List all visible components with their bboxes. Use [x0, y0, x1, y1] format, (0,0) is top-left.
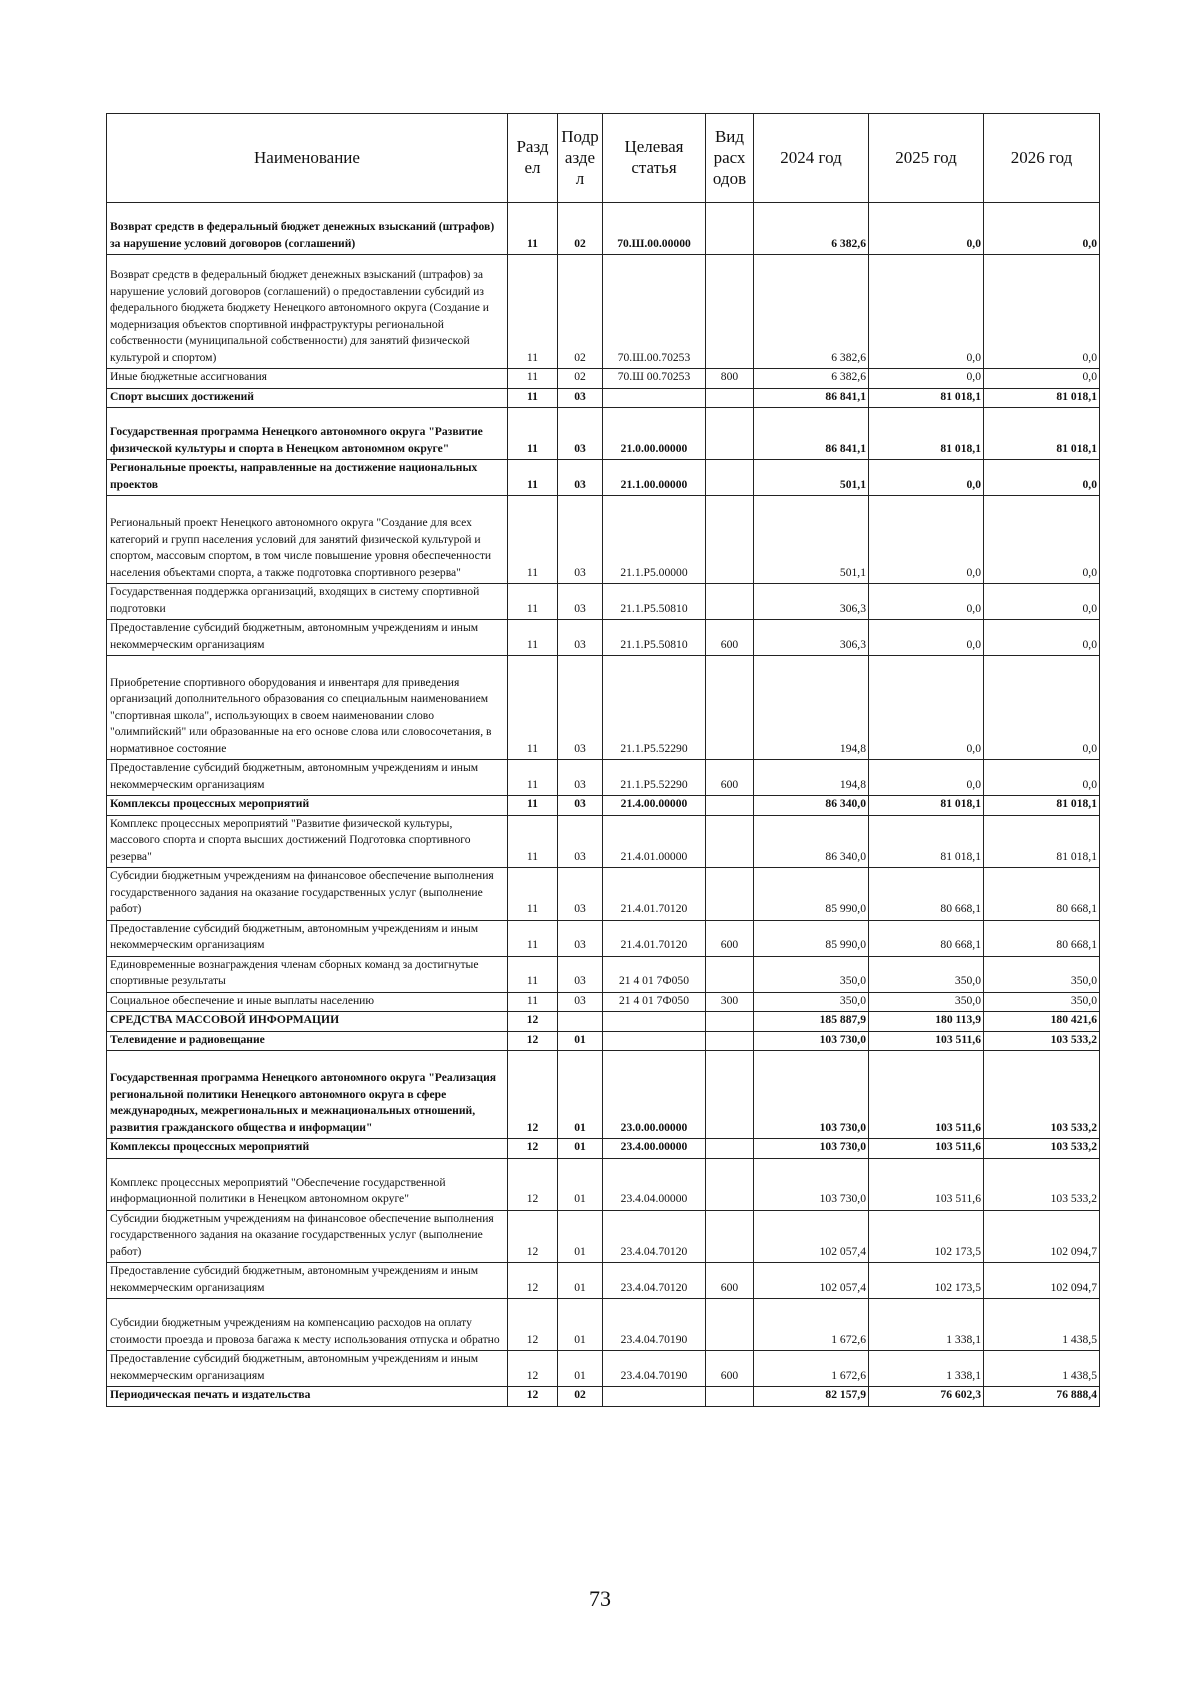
row-celevaya-statya [603, 1387, 706, 1407]
row-celevaya-statya: 21.4.00.00000 [603, 796, 706, 816]
row-razdel: 12 [508, 1299, 558, 1351]
row-razdel: 12 [508, 1351, 558, 1387]
row-value-2024: 6 382,6 [754, 369, 869, 389]
table-row [107, 1387, 1100, 1407]
row-value-2025: 103 511,6 [869, 1139, 984, 1159]
row-vid-rashodov [706, 796, 754, 816]
row-podrazdel: 03 [558, 496, 603, 584]
table-row [107, 460, 1100, 496]
table-header-row [107, 114, 1100, 203]
row-razdel: 12 [508, 1387, 558, 1407]
table-row [107, 1210, 1100, 1263]
row-celevaya-statya: 70.Ш 00.70253 [603, 369, 706, 389]
row-razdel: 12 [508, 1263, 558, 1299]
table-row [107, 920, 1100, 956]
row-name: Предоставление субсидий бюджетным, автономным учреждениям и иным некоммерческим организациям [107, 1263, 508, 1299]
row-name: Региональный проект Ненецкого автономного округа "Создание для всех категорий и групп населения условий для занятий физической культурой и спортом, массовым спортом, в том числе повышение уровня обеспеченности населения объектами спорта, а также подготовка спортивного резерва" [107, 496, 508, 584]
row-podrazdel [558, 1012, 603, 1032]
row-value-2026: 0,0 [984, 496, 1100, 584]
row-name: Государственная программа Ненецкого автономного округа "Реализация региональной политики Ненецкого автономного округа в сфере международных, межрегиональных и межнациональных отношений, развития гражданского общества и информации" [107, 1051, 508, 1139]
row-celevaya-statya: 21.1.P5.50810 [603, 584, 706, 620]
row-razdel: 11 [508, 815, 558, 868]
table-body [107, 203, 1100, 1407]
row-razdel: 11 [508, 255, 558, 369]
row-value-2025: 102 173,5 [869, 1263, 984, 1299]
row-celevaya-statya: 23.0.00.00000 [603, 1051, 706, 1139]
row-value-2024: 306,3 [754, 620, 869, 656]
row-razdel: 11 [508, 460, 558, 496]
header-vid-rashodov: Вид расх одов [706, 114, 754, 203]
row-name: Комплекс процессных мероприятий "Обеспечение государственной информационной политики в Ненецком автономном округе" [107, 1158, 508, 1210]
row-razdel: 11 [508, 956, 558, 992]
row-value-2026: 180 421,6 [984, 1012, 1100, 1032]
row-podrazdel: 03 [558, 796, 603, 816]
row-value-2025: 81 018,1 [869, 796, 984, 816]
table-row [107, 956, 1100, 992]
row-razdel: 11 [508, 796, 558, 816]
table-row [107, 1031, 1100, 1051]
row-name: Предоставление субсидий бюджетным, автономным учреждениям и иным некоммерческим организациям [107, 920, 508, 956]
row-name: Государственная поддержка организаций, входящих в систему спортивной подготовки [107, 584, 508, 620]
table-row [107, 1051, 1100, 1139]
table-row [107, 796, 1100, 816]
table-row [107, 388, 1100, 408]
row-podrazdel: 01 [558, 1158, 603, 1210]
row-podrazdel: 03 [558, 584, 603, 620]
row-value-2025: 81 018,1 [869, 408, 984, 460]
row-celevaya-statya [603, 1031, 706, 1051]
row-vid-rashodov: 300 [706, 992, 754, 1012]
row-podrazdel: 02 [558, 1387, 603, 1407]
row-razdel: 11 [508, 620, 558, 656]
row-value-2025: 0,0 [869, 203, 984, 255]
row-podrazdel: 01 [558, 1051, 603, 1139]
row-name: Периодическая печать и издательства [107, 1387, 508, 1407]
row-vid-rashodov [706, 584, 754, 620]
row-value-2025: 0,0 [869, 369, 984, 389]
row-name: Телевидение и радиовещание [107, 1031, 508, 1051]
row-vid-rashodov: 600 [706, 1351, 754, 1387]
row-value-2025: 0,0 [869, 460, 984, 496]
row-celevaya-statya: 21 4 01 7Ф050 [603, 956, 706, 992]
row-value-2025: 103 511,6 [869, 1031, 984, 1051]
page-number: 73 [589, 1586, 611, 1611]
row-vid-rashodov [706, 815, 754, 868]
row-podrazdel: 01 [558, 1351, 603, 1387]
table-row [107, 496, 1100, 584]
row-name: Иные бюджетные ассигнования [107, 369, 508, 389]
header-2026: 2026 год [984, 114, 1100, 203]
row-value-2025: 81 018,1 [869, 388, 984, 408]
row-value-2026: 350,0 [984, 956, 1100, 992]
row-podrazdel: 01 [558, 1139, 603, 1159]
row-podrazdel: 02 [558, 369, 603, 389]
row-podrazdel: 03 [558, 992, 603, 1012]
row-value-2026: 0,0 [984, 584, 1100, 620]
table-row [107, 408, 1100, 460]
table-row [107, 255, 1100, 369]
row-vid-rashodov: 600 [706, 620, 754, 656]
row-value-2025: 76 602,3 [869, 1387, 984, 1407]
row-vid-rashodov [706, 868, 754, 921]
row-vid-rashodov [706, 1299, 754, 1351]
row-podrazdel: 01 [558, 1210, 603, 1263]
row-value-2025: 180 113,9 [869, 1012, 984, 1032]
row-vid-rashodov [706, 1051, 754, 1139]
row-value-2025: 350,0 [869, 992, 984, 1012]
row-value-2026: 81 018,1 [984, 388, 1100, 408]
row-celevaya-statya: 21.4.01.70120 [603, 920, 706, 956]
row-podrazdel: 03 [558, 656, 603, 760]
row-podrazdel: 03 [558, 815, 603, 868]
row-value-2026: 0,0 [984, 760, 1100, 796]
row-celevaya-statya: 23.4.04.70190 [603, 1351, 706, 1387]
row-podrazdel: 03 [558, 408, 603, 460]
row-value-2025: 80 668,1 [869, 920, 984, 956]
row-value-2024: 1 672,6 [754, 1299, 869, 1351]
row-razdel: 12 [508, 1031, 558, 1051]
row-razdel: 11 [508, 203, 558, 255]
row-value-2026: 0,0 [984, 620, 1100, 656]
row-celevaya-statya: 23.4.04.70190 [603, 1299, 706, 1351]
table-row [107, 203, 1100, 255]
row-vid-rashodov: 600 [706, 760, 754, 796]
row-value-2026: 81 018,1 [984, 796, 1100, 816]
row-value-2024: 86 340,0 [754, 796, 869, 816]
row-celevaya-statya: 21.1.P5.50810 [603, 620, 706, 656]
table-row [107, 584, 1100, 620]
row-name: Предоставление субсидий бюджетным, автономным учреждениям и иным некоммерческим организациям [107, 620, 508, 656]
row-celevaya-statya: 70.Ш.00.70253 [603, 255, 706, 369]
row-razdel: 11 [508, 388, 558, 408]
row-name: Предоставление субсидий бюджетным, автономным учреждениям и иным некоммерческим организациям [107, 760, 508, 796]
row-name: Государственная программа Ненецкого автономного округа "Развитие физической культуры и спорта в Ненецком автономном округе" [107, 408, 508, 460]
row-podrazdel: 03 [558, 388, 603, 408]
row-value-2024: 103 730,0 [754, 1158, 869, 1210]
row-value-2026: 102 094,7 [984, 1210, 1100, 1263]
row-celevaya-statya: 23.4.04.70120 [603, 1263, 706, 1299]
row-celevaya-statya: 21.1.00.00000 [603, 460, 706, 496]
row-podrazdel: 03 [558, 868, 603, 921]
row-podrazdel: 02 [558, 255, 603, 369]
row-value-2025: 350,0 [869, 956, 984, 992]
table-row [107, 1351, 1100, 1387]
row-vid-rashodov: 600 [706, 920, 754, 956]
header-celevaya-statya: Целевая статья [603, 114, 706, 203]
row-value-2024: 86 841,1 [754, 388, 869, 408]
row-name: Комплексы процессных мероприятий [107, 796, 508, 816]
row-celevaya-statya: 21 4 01 7Ф050 [603, 992, 706, 1012]
row-celevaya-statya: 23.4.04.00000 [603, 1158, 706, 1210]
row-razdel: 12 [508, 1210, 558, 1263]
row-vid-rashodov [706, 408, 754, 460]
table-row [107, 1299, 1100, 1351]
row-podrazdel: 03 [558, 956, 603, 992]
row-razdel: 12 [508, 1158, 558, 1210]
row-celevaya-statya: 23.4.00.00000 [603, 1139, 706, 1159]
row-value-2025: 102 173,5 [869, 1210, 984, 1263]
row-vid-rashodov [706, 388, 754, 408]
row-value-2024: 85 990,0 [754, 920, 869, 956]
row-value-2025: 103 511,6 [869, 1051, 984, 1139]
row-value-2024: 82 157,9 [754, 1387, 869, 1407]
row-value-2026: 103 533,2 [984, 1139, 1100, 1159]
row-value-2025: 0,0 [869, 496, 984, 584]
table-row [107, 656, 1100, 760]
row-razdel: 11 [508, 992, 558, 1012]
row-name: Предоставление субсидий бюджетным, автономным учреждениям и иным некоммерческим организациям [107, 1351, 508, 1387]
row-value-2026: 81 018,1 [984, 408, 1100, 460]
row-name: Комплекс процессных мероприятий "Развитие физической культуры, массового спорта и спорта высших достижений Подготовка спортивного резерва" [107, 815, 508, 868]
row-value-2024: 86 340,0 [754, 815, 869, 868]
row-name: Субсидии бюджетным учреждениям на финансовое обеспечение выполнения государственного задания на оказание государственных услуг (выполнение работ) [107, 1210, 508, 1263]
row-razdel: 11 [508, 920, 558, 956]
row-value-2026: 0,0 [984, 369, 1100, 389]
row-value-2024: 350,0 [754, 956, 869, 992]
row-podrazdel: 01 [558, 1263, 603, 1299]
row-name: Единовременные вознаграждения членам сборных команд за достигнутые спортивные результаты [107, 956, 508, 992]
row-name: СРЕДСТВА МАССОВОЙ ИНФОРМАЦИИ [107, 1012, 508, 1032]
row-value-2025: 0,0 [869, 584, 984, 620]
row-value-2026: 103 533,2 [984, 1158, 1100, 1210]
row-value-2026: 0,0 [984, 255, 1100, 369]
header-razdel: Разд ел [508, 114, 558, 203]
row-vid-rashodov [706, 1210, 754, 1263]
row-razdel: 11 [508, 496, 558, 584]
row-vid-rashodov [706, 1031, 754, 1051]
row-podrazdel: 01 [558, 1299, 603, 1351]
header-2025: 2025 год [869, 114, 984, 203]
row-vid-rashodov [706, 496, 754, 584]
row-value-2025: 0,0 [869, 620, 984, 656]
row-celevaya-statya: 21.1.P5.52290 [603, 656, 706, 760]
row-vid-rashodov [706, 1012, 754, 1032]
row-value-2026: 102 094,7 [984, 1263, 1100, 1299]
row-value-2026: 81 018,1 [984, 815, 1100, 868]
row-vid-rashodov [706, 1387, 754, 1407]
row-name: Возврат средств в федеральный бюджет денежных взысканий (штрафов) за нарушение условий договоров (соглашений) [107, 203, 508, 255]
row-celevaya-statya: 21.1.P5.00000 [603, 496, 706, 584]
row-celevaya-statya: 23.4.04.70120 [603, 1210, 706, 1263]
row-value-2025: 0,0 [869, 760, 984, 796]
table-row [107, 1158, 1100, 1210]
row-name: Комплексы процессных мероприятий [107, 1139, 508, 1159]
row-value-2024: 350,0 [754, 992, 869, 1012]
row-value-2024: 6 382,6 [754, 255, 869, 369]
row-razdel: 11 [508, 760, 558, 796]
row-podrazdel: 03 [558, 620, 603, 656]
header-2024: 2024 год [754, 114, 869, 203]
row-celevaya-statya: 21.4.01.00000 [603, 815, 706, 868]
table-row [107, 992, 1100, 1012]
row-razdel: 11 [508, 584, 558, 620]
row-name: Приобретение спортивного оборудования и инвентаря для приведения организаций дополнительного образования со специальным наименованием "спортивная школа", использующих в своем наименовании слово "олимпийский" или образованные на его основе слова или словосочетания, в нормативное состояние [107, 656, 508, 760]
budget-table [106, 113, 1100, 1407]
table-row [107, 1139, 1100, 1159]
row-name: Социальное обеспечение и иные выплаты населению [107, 992, 508, 1012]
row-vid-rashodov [706, 255, 754, 369]
header-name: Наименование [107, 114, 508, 203]
row-value-2025: 0,0 [869, 656, 984, 760]
row-value-2026: 103 533,2 [984, 1051, 1100, 1139]
table-row [107, 868, 1100, 921]
row-vid-rashodov [706, 1158, 754, 1210]
table-row [107, 620, 1100, 656]
row-celevaya-statya: 21.1.P5.52290 [603, 760, 706, 796]
row-razdel: 12 [508, 1139, 558, 1159]
row-value-2026: 0,0 [984, 203, 1100, 255]
row-podrazdel: 01 [558, 1031, 603, 1051]
row-value-2025: 81 018,1 [869, 815, 984, 868]
row-name: Региональные проекты, направленные на достижение национальных проектов [107, 460, 508, 496]
table-row [107, 1263, 1100, 1299]
table-row [107, 1012, 1100, 1032]
row-podrazdel: 03 [558, 760, 603, 796]
row-value-2025: 1 338,1 [869, 1299, 984, 1351]
row-vid-rashodov [706, 460, 754, 496]
row-value-2026: 0,0 [984, 656, 1100, 760]
row-value-2026: 80 668,1 [984, 868, 1100, 921]
row-value-2024: 85 990,0 [754, 868, 869, 921]
row-celevaya-statya: 70.Ш.00.00000 [603, 203, 706, 255]
table-row [107, 815, 1100, 868]
row-razdel: 11 [508, 408, 558, 460]
row-value-2025: 0,0 [869, 255, 984, 369]
row-value-2025: 80 668,1 [869, 868, 984, 921]
row-value-2024: 102 057,4 [754, 1210, 869, 1263]
row-value-2025: 103 511,6 [869, 1158, 984, 1210]
row-razdel: 12 [508, 1012, 558, 1032]
row-vid-rashodov [706, 956, 754, 992]
row-celevaya-statya [603, 1012, 706, 1032]
row-value-2024: 103 730,0 [754, 1031, 869, 1051]
row-razdel: 11 [508, 868, 558, 921]
row-celevaya-statya: 21.0.00.00000 [603, 408, 706, 460]
row-podrazdel: 03 [558, 920, 603, 956]
row-vid-rashodov: 800 [706, 369, 754, 389]
row-value-2024: 86 841,1 [754, 408, 869, 460]
header-podrazdel: Подр азде л [558, 114, 603, 203]
row-value-2024: 1 672,6 [754, 1351, 869, 1387]
row-vid-rashodov [706, 203, 754, 255]
row-podrazdel: 02 [558, 203, 603, 255]
row-value-2024: 102 057,4 [754, 1263, 869, 1299]
row-value-2026: 76 888,4 [984, 1387, 1100, 1407]
row-name: Возврат средств в федеральный бюджет денежных взысканий (штрафов) за нарушение условий договоров (соглашений) о предоставлении субсидий из федерального бюджета бюджету Ненецкого автономного округа (Создание и модернизация объектов спортивной инфраструктуры региональной собственности (муниципальной собственности) для занятий физической культурой и спортом) [107, 255, 508, 369]
row-vid-rashodov [706, 656, 754, 760]
row-value-2024: 194,8 [754, 760, 869, 796]
row-value-2024: 501,1 [754, 496, 869, 584]
row-value-2025: 1 338,1 [869, 1351, 984, 1387]
row-value-2024: 185 887,9 [754, 1012, 869, 1032]
row-value-2024: 103 730,0 [754, 1051, 869, 1139]
row-value-2024: 306,3 [754, 584, 869, 620]
row-value-2024: 6 382,6 [754, 203, 869, 255]
table-row [107, 760, 1100, 796]
row-value-2026: 103 533,2 [984, 1031, 1100, 1051]
row-value-2026: 0,0 [984, 460, 1100, 496]
row-razdel: 11 [508, 369, 558, 389]
row-celevaya-statya [603, 388, 706, 408]
row-vid-rashodov [706, 1139, 754, 1159]
row-name: Спорт высших достижений [107, 388, 508, 408]
row-vid-rashodov: 600 [706, 1263, 754, 1299]
row-razdel: 11 [508, 656, 558, 760]
row-razdel: 12 [508, 1051, 558, 1139]
row-value-2024: 103 730,0 [754, 1139, 869, 1159]
table-row [107, 369, 1100, 389]
row-name: Субсидии бюджетным учреждениям на компенсацию расходов на оплату стоимости проезда и провоза багажа к месту использования отпуска и обратно [107, 1299, 508, 1351]
row-celevaya-statya: 21.4.01.70120 [603, 868, 706, 921]
row-value-2024: 501,1 [754, 460, 869, 496]
row-value-2026: 350,0 [984, 992, 1100, 1012]
row-value-2026: 80 668,1 [984, 920, 1100, 956]
row-value-2024: 194,8 [754, 656, 869, 760]
row-value-2026: 1 438,5 [984, 1299, 1100, 1351]
row-name: Субсидии бюджетным учреждениям на финансовое обеспечение выполнения государственного задания на оказание государственных услуг (выполнение работ) [107, 868, 508, 921]
row-podrazdel: 03 [558, 460, 603, 496]
row-value-2026: 1 438,5 [984, 1351, 1100, 1387]
